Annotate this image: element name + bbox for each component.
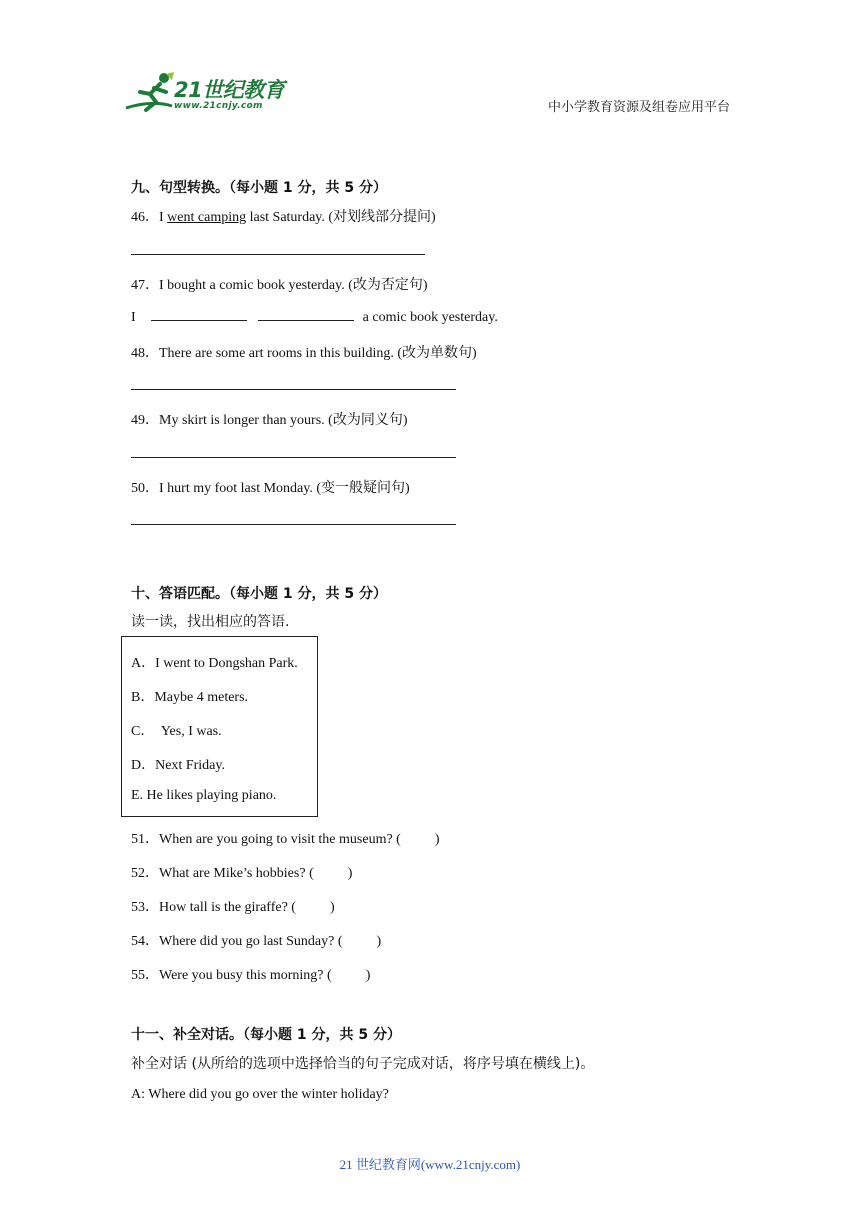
fill-start: I xyxy=(131,310,136,325)
question-text: What are Mike’s hobbies? ( xyxy=(159,866,314,881)
question-number: 50． xyxy=(131,481,159,496)
question-text: How tall is the giraffe? ( xyxy=(159,900,296,915)
section-11-instruction: 补全对话 (从所给的选项中选择恰当的句子完成对话，将序号填在横线上)。 xyxy=(131,1056,595,1072)
question-text: Were you busy this morning? ( xyxy=(159,968,332,983)
question-51 xyxy=(131,828,440,848)
option-d: D．Next Friday. xyxy=(131,758,225,773)
question-number: 46． xyxy=(131,210,159,225)
logo-text: 21世纪教育 xyxy=(174,78,285,102)
header-platform-text: 中小学教育资源及组卷应用平台 xyxy=(547,100,730,115)
question-text: Where did you go last Sunday? ( xyxy=(159,934,343,949)
dialogue-line-a: A: Where did you go over the winter holiday? xyxy=(131,1087,389,1102)
question-49 xyxy=(131,409,407,429)
question-number: 52． xyxy=(131,866,159,881)
question-46 xyxy=(131,206,436,226)
question-text-post: last Saturday. (对划线部分提问) xyxy=(246,210,436,225)
blank-47-2[interactable] xyxy=(258,308,354,321)
question-number: 48． xyxy=(131,346,159,361)
close-paren: ) xyxy=(434,832,440,847)
question-53 xyxy=(131,896,335,916)
fill-end: a comic book yesterday. xyxy=(362,310,498,325)
close-paren: ) xyxy=(329,900,335,915)
answer-line-50[interactable] xyxy=(131,524,456,525)
question-text: There are some art rooms in this building. (改为单数句) xyxy=(159,346,477,361)
option-a: A．I went to Dongshan Park. xyxy=(131,656,298,671)
blank-47-1[interactable] xyxy=(151,308,247,321)
question-text: When are you going to visit the museum? ( xyxy=(159,832,401,847)
question-48 xyxy=(131,342,477,362)
section-11-title: 十一、补全对话。（每小题 1 分，共 5 分） xyxy=(131,1027,401,1043)
logo-url: www.21cnjy.com xyxy=(174,101,263,111)
question-54 xyxy=(131,930,381,950)
question-text: I bought a comic book yesterday. (改为否定句) xyxy=(159,278,428,293)
question-number: 54． xyxy=(131,934,159,949)
section-9-title: 九、句型转换。（每小题 1 分，共 5 分） xyxy=(131,180,387,196)
section-10-title: 十、答语匹配。（每小题 1 分，共 5 分） xyxy=(131,586,387,602)
answer-line-48[interactable] xyxy=(131,389,456,390)
footer-text: 21 世纪教育网(www.21cnjy.com) xyxy=(339,1157,521,1172)
answer-line-49[interactable] xyxy=(131,457,456,458)
question-47 xyxy=(131,274,428,294)
answer-line-46[interactable] xyxy=(131,254,425,255)
option-c: C． Yes, I was. xyxy=(131,724,222,739)
question-text: My skirt is longer than yours. (改为同义句) xyxy=(159,413,408,428)
question-text-pre: I xyxy=(159,210,168,225)
section-10-instruction: 读一读，找出相应的答语. xyxy=(131,614,290,630)
option-e: E. He likes playing piano. xyxy=(131,788,277,803)
question-number: 49． xyxy=(131,413,159,428)
option-b: B．Maybe 4 meters. xyxy=(131,690,249,705)
question-47-fill xyxy=(131,308,498,326)
close-paren: ) xyxy=(376,934,382,949)
question-55 xyxy=(131,964,370,984)
underlined-phrase: went camping xyxy=(167,210,247,225)
close-paren: ) xyxy=(365,968,371,983)
question-number: 51． xyxy=(131,832,159,847)
question-number: 55． xyxy=(131,968,159,983)
question-50 xyxy=(131,477,410,497)
question-number: 47． xyxy=(131,278,159,293)
question-text: I hurt my foot last Monday. (变一般疑问句) xyxy=(159,481,410,496)
question-number: 53． xyxy=(131,900,159,915)
question-52 xyxy=(131,862,352,882)
close-paren: ) xyxy=(347,866,353,881)
